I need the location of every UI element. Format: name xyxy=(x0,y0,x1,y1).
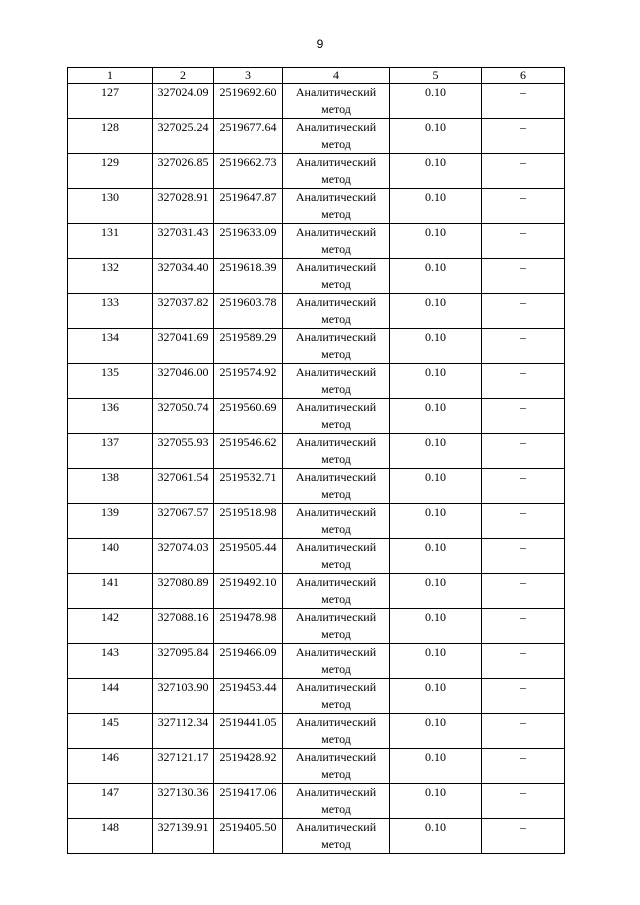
x-coordinate-cell: 327080.89 xyxy=(153,574,214,609)
point-number-cell: 139 xyxy=(68,504,153,539)
page-number: 9 xyxy=(316,37,324,51)
method-text: метод xyxy=(321,312,351,326)
note-cell: – xyxy=(482,679,565,714)
method-cell xyxy=(283,364,390,399)
x-coordinate-cell: 327055.93 xyxy=(153,434,214,469)
method-text: метод xyxy=(321,417,351,431)
accuracy-cell: 0.10 xyxy=(390,399,482,434)
x-coordinate-cell: 327050.74 xyxy=(153,399,214,434)
table-row xyxy=(68,644,565,679)
method-text: метод xyxy=(321,557,351,571)
point-number-cell: 138 xyxy=(68,469,153,504)
method-cell xyxy=(283,189,390,224)
y-coordinate-cell: 2519647.87 xyxy=(214,189,283,224)
x-coordinate-cell: 327046.00 xyxy=(153,364,214,399)
table-row xyxy=(68,119,565,154)
accuracy-cell: 0.10 xyxy=(390,749,482,784)
method-text: Аналитический xyxy=(295,295,377,309)
x-coordinate-cell: 327034.40 xyxy=(153,259,214,294)
method-text: Аналитический xyxy=(295,785,377,799)
method-text: Аналитический xyxy=(295,190,377,204)
table-row xyxy=(68,749,565,784)
point-number-cell: 140 xyxy=(68,539,153,574)
accuracy-cell: 0.10 xyxy=(390,84,482,119)
table-row xyxy=(68,714,565,749)
x-coordinate-cell: 327074.03 xyxy=(153,539,214,574)
x-coordinate-cell: 327095.84 xyxy=(153,644,214,679)
point-number-cell: 127 xyxy=(68,84,153,119)
note-cell: – xyxy=(482,749,565,784)
x-coordinate-cell: 327130.36 xyxy=(153,784,214,819)
table-row xyxy=(68,259,565,294)
method-text: метод xyxy=(321,172,351,186)
note-cell: – xyxy=(482,469,565,504)
note-cell: – xyxy=(482,329,565,364)
point-number-cell: 146 xyxy=(68,749,153,784)
method-text: метод xyxy=(321,767,351,781)
method-cell xyxy=(283,399,390,434)
accuracy-cell: 0.10 xyxy=(390,714,482,749)
method-text: Аналитический xyxy=(295,540,377,554)
method-text: Аналитический xyxy=(295,85,377,99)
x-coordinate-cell: 327028.91 xyxy=(153,189,214,224)
note-cell: – xyxy=(482,84,565,119)
method-text: Аналитический xyxy=(295,155,377,169)
x-coordinate-cell: 327139.91 xyxy=(153,819,214,854)
method-cell xyxy=(283,119,390,154)
method-text: метод xyxy=(321,522,351,536)
table-row xyxy=(68,189,565,224)
point-number-cell: 137 xyxy=(68,434,153,469)
method-text: Аналитический xyxy=(295,365,377,379)
accuracy-cell: 0.10 xyxy=(390,364,482,399)
note-cell: – xyxy=(482,154,565,189)
y-coordinate-cell: 2519492.10 xyxy=(214,574,283,609)
accuracy-cell: 0.10 xyxy=(390,469,482,504)
method-cell xyxy=(283,469,390,504)
method-text: метод xyxy=(321,452,351,466)
x-coordinate-cell: 327061.54 xyxy=(153,469,214,504)
method-cell xyxy=(283,259,390,294)
table-row xyxy=(68,434,565,469)
y-coordinate-cell: 2519518.98 xyxy=(214,504,283,539)
method-cell xyxy=(283,644,390,679)
method-cell xyxy=(283,154,390,189)
table-row xyxy=(68,609,565,644)
method-cell xyxy=(283,819,390,854)
table-row xyxy=(68,539,565,574)
point-number-cell: 143 xyxy=(68,644,153,679)
method-cell xyxy=(283,539,390,574)
method-text: метод xyxy=(321,242,351,256)
y-coordinate-cell: 2519662.73 xyxy=(214,154,283,189)
point-number-cell: 144 xyxy=(68,679,153,714)
accuracy-cell: 0.10 xyxy=(390,504,482,539)
y-coordinate-cell: 2519505.44 xyxy=(214,539,283,574)
note-cell: – xyxy=(482,399,565,434)
accuracy-cell: 0.10 xyxy=(390,259,482,294)
column-header: 6 xyxy=(482,68,565,84)
method-text: метод xyxy=(321,802,351,816)
method-text: Аналитический xyxy=(295,645,377,659)
x-coordinate-cell: 327112.34 xyxy=(153,714,214,749)
method-text: метод xyxy=(321,837,351,851)
accuracy-cell: 0.10 xyxy=(390,539,482,574)
method-text: Аналитический xyxy=(295,680,377,694)
method-cell xyxy=(283,609,390,644)
y-coordinate-cell: 2519603.78 xyxy=(214,294,283,329)
x-coordinate-cell: 327025.24 xyxy=(153,119,214,154)
point-number-cell: 133 xyxy=(68,294,153,329)
note-cell: – xyxy=(482,504,565,539)
x-coordinate-cell: 327067.57 xyxy=(153,504,214,539)
method-text: метод xyxy=(321,277,351,291)
method-text: Аналитический xyxy=(295,610,377,624)
table-row xyxy=(68,679,565,714)
accuracy-cell: 0.10 xyxy=(390,294,482,329)
y-coordinate-cell: 2519478.98 xyxy=(214,609,283,644)
method-text: Аналитический xyxy=(295,820,377,834)
method-text: Аналитический xyxy=(295,120,377,134)
point-number-cell: 128 xyxy=(68,119,153,154)
note-cell: – xyxy=(482,434,565,469)
method-text: метод xyxy=(321,137,351,151)
y-coordinate-cell: 2519428.92 xyxy=(214,749,283,784)
column-header: 4 xyxy=(283,68,390,84)
accuracy-cell: 0.10 xyxy=(390,819,482,854)
note-cell: – xyxy=(482,784,565,819)
method-text: Аналитический xyxy=(295,225,377,239)
method-text: Аналитический xyxy=(295,400,377,414)
y-coordinate-cell: 2519532.71 xyxy=(214,469,283,504)
accuracy-cell: 0.10 xyxy=(390,154,482,189)
column-header: 2 xyxy=(153,68,214,84)
method-text: метод xyxy=(321,592,351,606)
accuracy-cell: 0.10 xyxy=(390,644,482,679)
method-cell xyxy=(283,714,390,749)
accuracy-cell: 0.10 xyxy=(390,434,482,469)
y-coordinate-cell: 2519441.05 xyxy=(214,714,283,749)
y-coordinate-cell: 2519466.09 xyxy=(214,644,283,679)
table-header xyxy=(68,68,565,84)
point-number-cell: 129 xyxy=(68,154,153,189)
y-coordinate-cell: 2519546.62 xyxy=(214,434,283,469)
x-coordinate-cell: 327037.82 xyxy=(153,294,214,329)
method-text: Аналитический xyxy=(295,470,377,484)
x-coordinate-cell: 327031.43 xyxy=(153,224,214,259)
method-text: Аналитический xyxy=(295,505,377,519)
x-coordinate-cell: 327026.85 xyxy=(153,154,214,189)
accuracy-cell: 0.10 xyxy=(390,224,482,259)
note-cell: – xyxy=(482,259,565,294)
method-cell xyxy=(283,84,390,119)
y-coordinate-cell: 2519405.50 xyxy=(214,819,283,854)
method-cell xyxy=(283,784,390,819)
method-text: Аналитический xyxy=(295,260,377,274)
table-row xyxy=(68,469,565,504)
method-cell xyxy=(283,574,390,609)
y-coordinate-cell: 2519417.06 xyxy=(214,784,283,819)
method-text: метод xyxy=(321,487,351,501)
note-cell: – xyxy=(482,574,565,609)
note-cell: – xyxy=(482,189,565,224)
point-number-cell: 136 xyxy=(68,399,153,434)
table-row xyxy=(68,294,565,329)
table-row xyxy=(68,819,565,854)
method-text: Аналитический xyxy=(295,435,377,449)
point-number-cell: 141 xyxy=(68,574,153,609)
accuracy-cell: 0.10 xyxy=(390,574,482,609)
column-header: 3 xyxy=(214,68,283,84)
method-cell xyxy=(283,679,390,714)
x-coordinate-cell: 327088.16 xyxy=(153,609,214,644)
note-cell: – xyxy=(482,539,565,574)
column-header: 1 xyxy=(68,68,153,84)
method-text: метод xyxy=(321,382,351,396)
header-row xyxy=(68,68,565,84)
y-coordinate-cell: 2519589.29 xyxy=(214,329,283,364)
accuracy-cell: 0.10 xyxy=(390,609,482,644)
x-coordinate-cell: 327121.17 xyxy=(153,749,214,784)
point-number-cell: 130 xyxy=(68,189,153,224)
column-header: 5 xyxy=(390,68,482,84)
method-text: Аналитический xyxy=(295,330,377,344)
method-cell xyxy=(283,294,390,329)
y-coordinate-cell: 2519633.09 xyxy=(214,224,283,259)
method-text: Аналитический xyxy=(295,715,377,729)
point-number-cell: 148 xyxy=(68,819,153,854)
note-cell: – xyxy=(482,224,565,259)
point-number-cell: 134 xyxy=(68,329,153,364)
method-text: метод xyxy=(321,627,351,641)
accuracy-cell: 0.10 xyxy=(390,189,482,224)
x-coordinate-cell: 327041.69 xyxy=(153,329,214,364)
table-row xyxy=(68,329,565,364)
method-cell xyxy=(283,749,390,784)
method-text: метод xyxy=(321,347,351,361)
accuracy-cell: 0.10 xyxy=(390,119,482,154)
method-text: Аналитический xyxy=(295,575,377,589)
note-cell: – xyxy=(482,714,565,749)
note-cell: – xyxy=(482,819,565,854)
method-text: метод xyxy=(321,207,351,221)
y-coordinate-cell: 2519692.60 xyxy=(214,84,283,119)
x-coordinate-cell: 327024.09 xyxy=(153,84,214,119)
note-cell: – xyxy=(482,119,565,154)
table-row xyxy=(68,784,565,819)
method-text: Аналитический xyxy=(295,750,377,764)
method-cell xyxy=(283,434,390,469)
method-cell xyxy=(283,329,390,364)
point-number-cell: 147 xyxy=(68,784,153,819)
point-number-cell: 131 xyxy=(68,224,153,259)
table-row xyxy=(68,84,565,119)
method-cell xyxy=(283,224,390,259)
table-row xyxy=(68,154,565,189)
method-cell xyxy=(283,504,390,539)
method-text: метод xyxy=(321,662,351,676)
accuracy-cell: 0.10 xyxy=(390,329,482,364)
method-text: метод xyxy=(321,697,351,711)
y-coordinate-cell: 2519560.69 xyxy=(214,399,283,434)
table-row xyxy=(68,574,565,609)
table-body xyxy=(68,84,565,854)
point-number-cell: 132 xyxy=(68,259,153,294)
x-coordinate-cell: 327103.90 xyxy=(153,679,214,714)
note-cell: – xyxy=(482,644,565,679)
accuracy-cell: 0.10 xyxy=(390,784,482,819)
accuracy-cell: 0.10 xyxy=(390,679,482,714)
note-cell: – xyxy=(482,364,565,399)
y-coordinate-cell: 2519677.64 xyxy=(214,119,283,154)
table-row xyxy=(68,224,565,259)
y-coordinate-cell: 2519574.92 xyxy=(214,364,283,399)
note-cell: – xyxy=(482,609,565,644)
method-text: метод xyxy=(321,732,351,746)
y-coordinate-cell: 2519618.39 xyxy=(214,259,283,294)
method-text: метод xyxy=(321,102,351,116)
note-cell: – xyxy=(482,294,565,329)
table-row xyxy=(68,504,565,539)
point-number-cell: 145 xyxy=(68,714,153,749)
table-row xyxy=(68,364,565,399)
table-row xyxy=(68,399,565,434)
y-coordinate-cell: 2519453.44 xyxy=(214,679,283,714)
point-number-cell: 142 xyxy=(68,609,153,644)
point-number-cell: 135 xyxy=(68,364,153,399)
coordinates-table xyxy=(67,67,565,854)
